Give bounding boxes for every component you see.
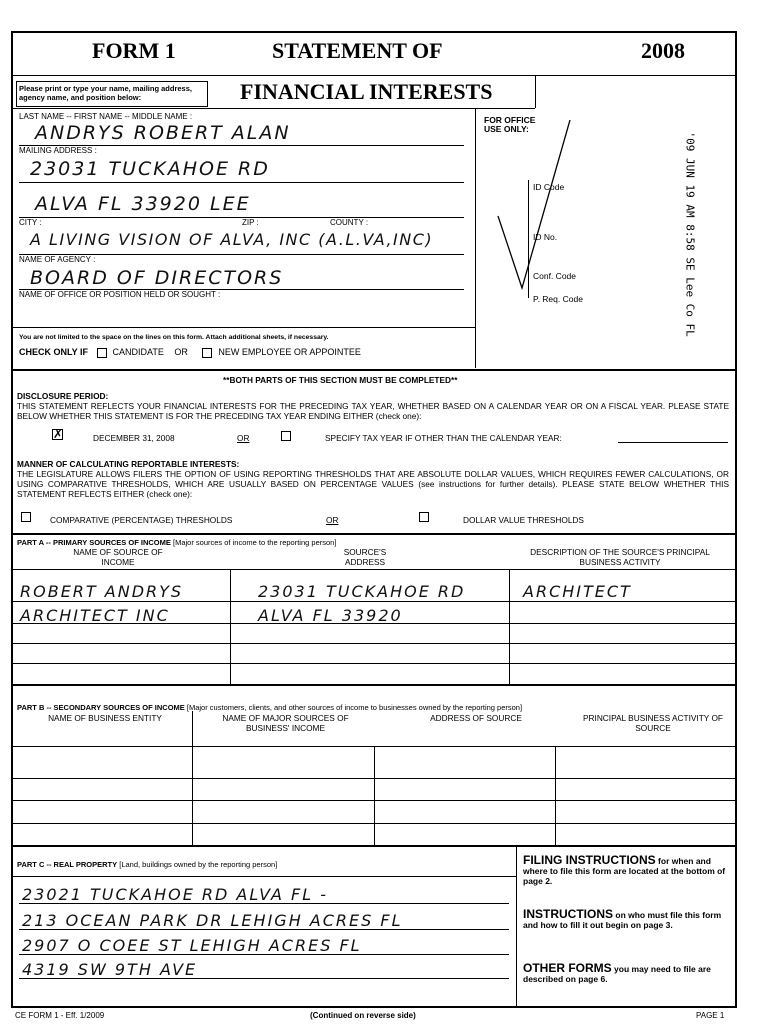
- part-c-row-2[interactable]: 213 OCEAN PARK DR LEHIGH ACRES FL: [22, 911, 403, 930]
- dec31-check-mark[interactable]: ✗: [53, 427, 64, 441]
- part-a-title: PART A -- PRIMARY SOURCES OF INCOME: [17, 538, 171, 547]
- mailing-line: [19, 182, 464, 183]
- agency-value[interactable]: A LIVING VISION OF ALVA, INC (A.L.VA,INC): [30, 230, 434, 249]
- section-rule-2: [13, 533, 735, 535]
- candidate-label: CANDIDATE: [112, 347, 164, 357]
- mailing-value[interactable]: 23031 TUCKAHOE RD: [30, 158, 270, 180]
- office-label: NAME OF OFFICE OR POSITION HELD OR SOUGHT :: [19, 290, 221, 299]
- form-year: 2008: [641, 38, 685, 63]
- name-label: LAST NAME -- FIRST NAME -- MIDDLE NAME :: [19, 112, 193, 121]
- section-rule-4: [13, 845, 735, 847]
- office-inner-line: [528, 180, 529, 298]
- other-forms-text: you may need to file are described on page 6.: [523, 964, 711, 984]
- office-top-rule: [475, 108, 535, 109]
- both-parts-note: **BOTH PARTS OF THIS SECTION MUST BE COMPLETED**: [223, 375, 458, 385]
- part-b-col2-header: NAME OF MAJOR SOURCES OF BUSINESS' INCOME: [222, 713, 349, 733]
- other-forms-title: OTHER FORMS: [523, 961, 612, 975]
- id-code-label: ID Code: [533, 182, 565, 192]
- who-must-file-title: INSTRUCTIONS: [523, 907, 613, 921]
- part-a-rule-4: [13, 663, 735, 664]
- part-c-row-1[interactable]: 23021 TUCKAHOE RD ALVA FL -: [22, 885, 328, 904]
- part-a-row1-col2[interactable]: 23031 TUCKAHOE RD: [258, 582, 466, 601]
- part-b-heading: [17, 703, 522, 712]
- new-employee-checkbox[interactable]: [202, 348, 212, 358]
- part-a-heading: [17, 538, 336, 547]
- conf-code-label: Conf. Code: [533, 271, 576, 281]
- part-b-note: [Major customers, clients, and other sources of income to businesses owned by the reporting person]: [186, 703, 523, 712]
- part-b-col-div-3: [555, 746, 556, 845]
- part-b-col-div-2: [374, 746, 375, 845]
- section-rule-1: [13, 369, 735, 371]
- office-checkmark: [490, 110, 580, 290]
- city-label: CITY :: [19, 218, 42, 227]
- part-a-row2-col2[interactable]: ALVA FL 33920: [258, 606, 403, 625]
- office-top-tick: [535, 75, 536, 108]
- part-a-col1-header: NAME OF SOURCE OF INCOME: [73, 547, 163, 567]
- part-b-col4-header: PRINCIPAL BUSINESS ACTIVITY OF SOURCE: [582, 713, 723, 733]
- part-b-title: PART B -- SECONDARY SOURCES OF INCOME: [17, 703, 185, 712]
- check-only-if-label: CHECK ONLY IF: [19, 347, 89, 357]
- id-no-label: ID No.: [533, 232, 558, 242]
- disclosure-or: OR: [237, 433, 250, 443]
- name-top-rule: [13, 108, 475, 109]
- office-divider: [475, 108, 476, 368]
- manner-heading: MANNER OF CALCULATING REPORTABLE INTERESTS:: [17, 459, 240, 469]
- not-limited-note: You are not limited to the space on the lines on this form. Attach additional sheets, if necessary.: [19, 334, 329, 341]
- who-must-file: [523, 909, 729, 930]
- footer-form-id: CE FORM 1 - Eff. 1/2009: [15, 1011, 105, 1020]
- part-c-row-3[interactable]: 2907 O COEE ST LEHIGH ACRES FL: [22, 936, 362, 955]
- filing-instructions: [523, 855, 729, 886]
- footer-page: PAGE 1: [696, 1011, 725, 1020]
- agency-label: NAME OF AGENCY :: [19, 255, 96, 264]
- or-label: OR: [174, 347, 188, 357]
- other-forms: [523, 963, 729, 984]
- part-a-col-div-2: [509, 569, 510, 684]
- limit-rule: [13, 327, 475, 328]
- received-stamp: '09 JUN 19 AM 8:58 SE Lee Co FL: [683, 131, 697, 337]
- filing-instructions-title: FILING INSTRUCTIONS: [523, 853, 656, 867]
- mailing-label: MAILING ADDRESS :: [19, 146, 97, 155]
- part-b-col-div-1: [192, 711, 193, 845]
- specify-checkbox[interactable]: [281, 431, 291, 441]
- specify-line[interactable]: [618, 442, 728, 443]
- comparative-checkbox[interactable]: [21, 512, 31, 522]
- part-a-col2-header: SOURCE'S ADDRESS: [343, 547, 387, 567]
- candidate-checkbox[interactable]: [97, 348, 107, 358]
- section-rule-3: [13, 684, 735, 686]
- who-must-file-text: on who must file this form and how to fill it out begin on page 3.: [523, 910, 722, 930]
- part-a-col3-header: DESCRIPTION OF THE SOURCE'S PRINCIPAL BUSINESS ACTIVITY: [530, 547, 710, 567]
- city-value[interactable]: ALVA FL 33920 LEE: [35, 193, 251, 215]
- disclosure-text: THIS STATEMENT REFLECTS YOUR FINANCIAL INTERESTS FOR THE PRECEDING TAX YEAR, WHETHER BASED ON A CALENDAR YEAR OR ON A FISCAL YEAR. PLEASE STATE BELOW WHETHER THIS STATEMENT IS FOR THE PRECEDING TAX YEAR ENDING EITHER (check one):: [17, 401, 729, 421]
- manner-or: OR: [326, 515, 339, 525]
- part-c-title: PART C -- REAL PROPERTY: [17, 860, 118, 869]
- specify-label: SPECIFY TAX YEAR IF OTHER THAN THE CALENDAR YEAR:: [325, 433, 562, 443]
- footer-continued: (Continued on reverse side): [310, 1011, 416, 1020]
- part-a-note: [Major sources of income to the reporting person]: [173, 538, 337, 547]
- check-row: [19, 347, 361, 358]
- header-rule: [13, 75, 735, 76]
- manner-text: THE LEGISLATURE ALLOWS FILERS THE OPTION OF USING REPORTING THRESHOLDS THAT ARE ABSOLUTE DOLLAR VALUES, WHICH REQUIRES FEWER CALCULATIONS, OR USING COMPARATIVE THRESHOLDS, WHICH ARE USUALLY BASED ON PERCENTAGE VALUES (see instructions for further details). PLEASE STATE BELOW WHETHER THIS STATEMENT REFLECTS EITHER (check one):: [17, 469, 729, 499]
- part-b-col3-header: ADDRESS OF SOURCE: [430, 713, 522, 723]
- part-a-rule-1: [13, 601, 735, 602]
- part-a-rule-3: [13, 643, 735, 644]
- for-office-label: FOR OFFICE: [484, 115, 536, 125]
- p-req-code-label: P. Req. Code: [533, 294, 583, 304]
- part-c-row-4[interactable]: 4319 SW 9TH AVE: [22, 960, 198, 979]
- new-employee-label: NEW EMPLOYEE OR APPOINTEE: [218, 347, 361, 357]
- use-only-label: USE ONLY:: [484, 124, 529, 134]
- part-a-row1-col3[interactable]: ARCHITECT: [523, 582, 632, 601]
- part-a-row2-col1[interactable]: ARCHITECT INC: [20, 606, 170, 625]
- dollar-label: DOLLAR VALUE THRESHOLDS: [463, 515, 584, 525]
- comparative-label: COMPARATIVE (PERCENTAGE) THRESHOLDS: [50, 515, 233, 525]
- print-note: Please print or type your name, mailing address, agency name, and position below:: [19, 84, 192, 102]
- financial-interests-title: FINANCIAL INTERESTS: [240, 79, 493, 104]
- part-c-heading: [17, 860, 277, 869]
- statement-title: STATEMENT OF: [272, 38, 443, 63]
- zip-label: ZIP :: [242, 218, 259, 227]
- county-label: COUNTY :: [330, 218, 369, 227]
- dec31-label: DECEMBER 31, 2008: [93, 433, 175, 443]
- dollar-checkbox[interactable]: [419, 512, 429, 522]
- part-c-note: [Land, buildings owned by the reporting person]: [119, 860, 278, 869]
- name-value[interactable]: ANDRYS ROBERT ALAN: [35, 122, 291, 144]
- filing-instructions-text: for when and where to file this form are located at the bottom of page 2.: [523, 856, 726, 886]
- part-a-row1-col1[interactable]: ROBERT ANDRYS: [20, 582, 184, 601]
- part-a-rule-0: [13, 569, 735, 570]
- office-value[interactable]: BOARD OF DIRECTORS: [30, 267, 284, 289]
- part-c-divider: [516, 845, 517, 1006]
- form-number: FORM 1: [92, 38, 176, 63]
- disclosure-heading: DISCLOSURE PERIOD:: [17, 391, 109, 401]
- part-a-col-div-1: [230, 569, 231, 684]
- part-c-rule-0: [13, 876, 516, 877]
- part-b-col1-header: NAME OF BUSINESS ENTITY: [48, 713, 162, 723]
